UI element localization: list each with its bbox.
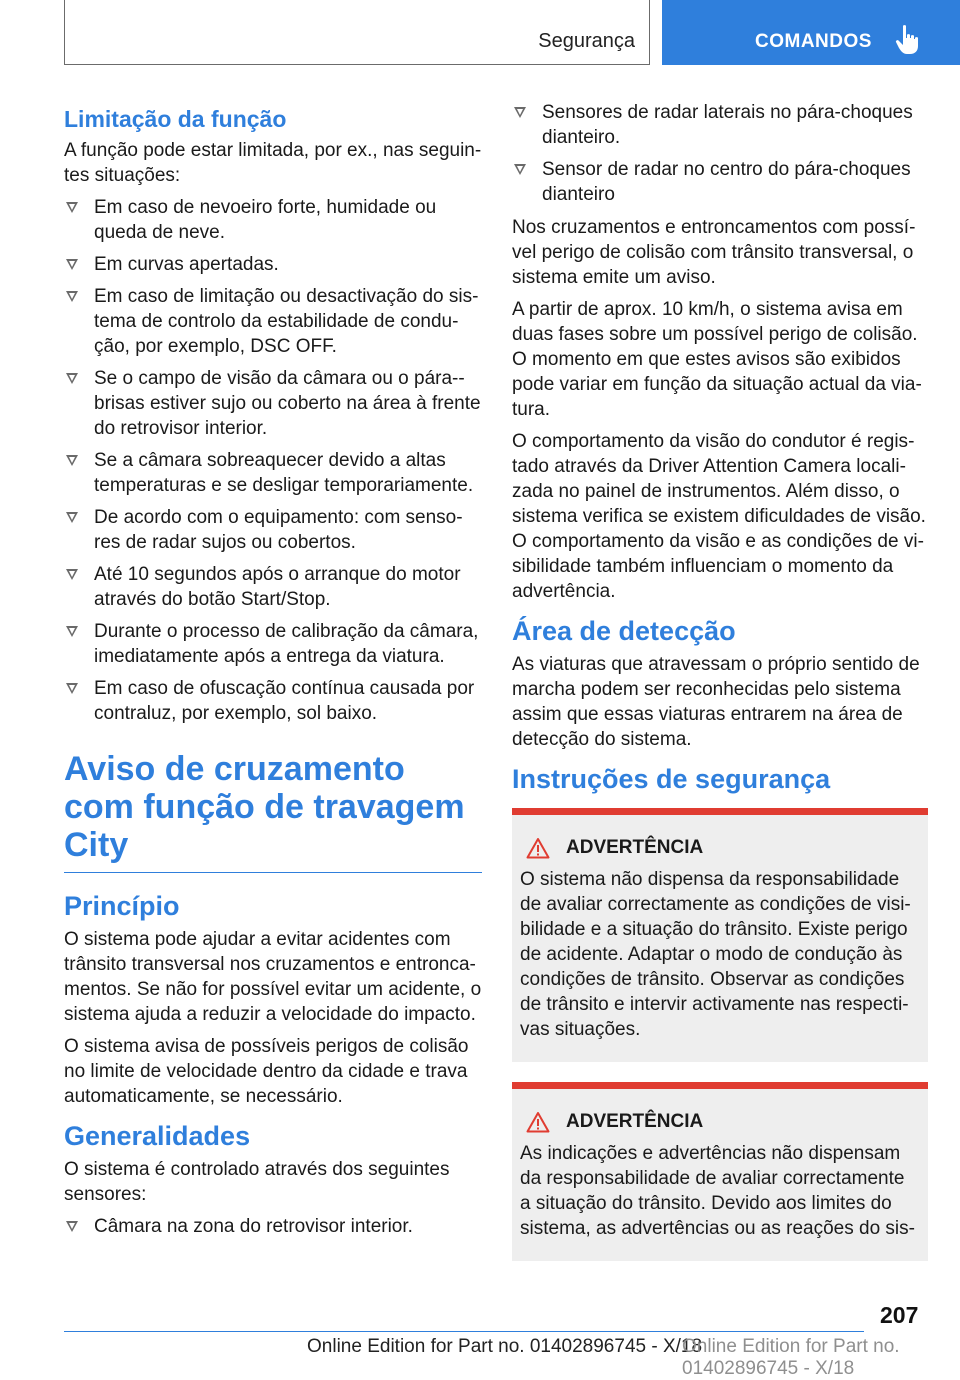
triangle-bullet-icon bbox=[66, 291, 78, 302]
limitation-heading: Limitação da função bbox=[64, 106, 287, 132]
header-chapter-tab[interactable] bbox=[662, 0, 960, 65]
footer-divider bbox=[64, 1331, 864, 1332]
warning-triangle-icon bbox=[526, 1111, 550, 1133]
watermark: Online Edition for Part no. 01402896745 - X/18 bbox=[682, 1336, 900, 1379]
list-item: Sensores de radar laterais no pára-choques dianteiro. bbox=[512, 100, 928, 150]
triangle-bullet-icon bbox=[514, 164, 526, 175]
pointing-hand-icon bbox=[895, 24, 921, 56]
left-column bbox=[64, 100, 482, 1247]
list-item: Até 10 segundos após o arranque do motor através do botão Start/Stop. bbox=[64, 562, 482, 612]
warning-text: O sistema não dispensa da responsabilidade de avaliar correctamente as condições de visibilidade e a situação do trânsito. Existe perigo de acidente. Adaptar o modo de condução às condições de trânsito. Observar as condições de trânsito e intervir activamente nas respectivas situações. bbox=[520, 869, 911, 1040]
detection-paragraph: As viaturas que atravessam o próprio sentido de marcha podem ser reconhecidas pelo sistema assim que essas viaturas entrarem na área de detecção do sistema. bbox=[512, 654, 920, 750]
list-item: Em curvas apertadas. bbox=[64, 252, 482, 277]
edition-text: Online Edition for Part no. 01402896745 - X/18 bbox=[307, 1336, 703, 1357]
warning-triangle-icon bbox=[526, 837, 550, 859]
list-item: Se a câmara sobreaquecer devido a altas temperaturas e se desligar temporariamente. bbox=[64, 448, 482, 498]
page-number: 207 bbox=[880, 1302, 919, 1328]
right-column bbox=[512, 100, 928, 1261]
header-section-title: Segurança bbox=[538, 30, 635, 52]
triangle-bullet-icon bbox=[66, 373, 78, 384]
general-paragraph: O sistema é controlado através dos seguintes sensores: bbox=[64, 1159, 450, 1205]
list-item: De acordo com o equipamento: com sensores de radar sujos ou cobertos. bbox=[64, 505, 482, 555]
driver-attention-paragraph: O comportamento da visão do condutor é registado através da Driver Attention Camera localizada no painel de instrumentos. Além disso, o sistema verifica se existem dificuldades de visão. O comportamento da visão e as condições de visibilidade também influenciam o momento da advertência. bbox=[512, 431, 926, 602]
two-phase-paragraph: A partir de aprox. 10 km/h, o sistema avisa em duas fases sobre um possível perigo de colisão. O momento em que estes avisos são exibidos pode variar em função da situação actual da viatura. bbox=[512, 299, 922, 420]
triangle-bullet-icon bbox=[66, 626, 78, 637]
list-item: Durante o processo de calibração da câmara, imediatamente após a entrega da viatura. bbox=[64, 619, 482, 669]
triangle-bullet-icon bbox=[66, 202, 78, 213]
triangle-bullet-icon bbox=[66, 569, 78, 580]
safety-heading: Instruções de segurança bbox=[512, 764, 831, 794]
header-section-box bbox=[64, 0, 650, 65]
principle-paragraph-2: O sistema avisa de possíveis perigos de colisão no limite de velocidade dentro da cidade e trava automaticamente, se necessário. bbox=[64, 1036, 469, 1107]
limitation-intro: A função pode estar limitada, por ex., nas seguintes situações: bbox=[64, 140, 482, 186]
list-item: Em caso de nevoeiro forte, humidade ou queda de neve. bbox=[64, 195, 482, 245]
warning-title: ADVERTÊNCIA bbox=[566, 837, 704, 858]
list-item: Em caso de limitação ou desactivação do sistema de controlo da estabilidade de condução, por exemplo, DSC OFF. bbox=[64, 284, 482, 359]
principle-heading: Princípio bbox=[64, 891, 180, 921]
detection-heading: Área de detecção bbox=[512, 616, 736, 646]
principle-paragraph-1: O sistema pode ajudar a evitar acidentes com trânsito transversal nos cruzamentos e entroncamentos. Se não for possível evitar um acidente, o sistema ajuda a reduzir a velocidade do impacto. bbox=[64, 929, 482, 1025]
triangle-bullet-icon bbox=[66, 259, 78, 270]
main-section-heading: Aviso de cruzamento com função de travagem City bbox=[64, 750, 482, 873]
sensor-list-start bbox=[64, 1214, 482, 1239]
list-item: Sensor de radar no centro do pára-choques dianteiro bbox=[512, 157, 928, 207]
header-chapter-title: COMANDOS bbox=[755, 31, 872, 52]
triangle-bullet-icon bbox=[66, 512, 78, 523]
warning-title: ADVERTÊNCIA bbox=[566, 1111, 704, 1132]
list-item: Câmara na zona do retrovisor interior. bbox=[64, 1214, 482, 1239]
triangle-bullet-icon bbox=[66, 683, 78, 694]
warning-box bbox=[512, 808, 928, 1062]
list-item: Em caso de ofuscação contínua causada por contraluz, por exemplo, sol baixo. bbox=[64, 676, 482, 726]
general-heading: Generalidades bbox=[64, 1121, 251, 1151]
triangle-bullet-icon bbox=[66, 1221, 78, 1232]
triangle-bullet-icon bbox=[66, 455, 78, 466]
crossing-paragraph: Nos cruzamentos e entroncamentos com possível perigo de colisão com trânsito transversal, o sistema emite um aviso. bbox=[512, 217, 916, 288]
warning-box bbox=[512, 1082, 928, 1261]
triangle-bullet-icon bbox=[514, 107, 526, 118]
limitation-list bbox=[64, 195, 482, 726]
sensor-list-continued bbox=[512, 100, 928, 207]
list-item: Se o campo de visão da câmara ou o pára-brisas estiver sujo ou coberto na área à frente do retrovisor interior. bbox=[64, 366, 482, 441]
warning-text: As indicações e advertências não dispensam da responsabilidade de avaliar correctamente a situação do trânsito. Devido aos limites do sistema, as advertências ou as reações do sis- bbox=[520, 1143, 915, 1239]
